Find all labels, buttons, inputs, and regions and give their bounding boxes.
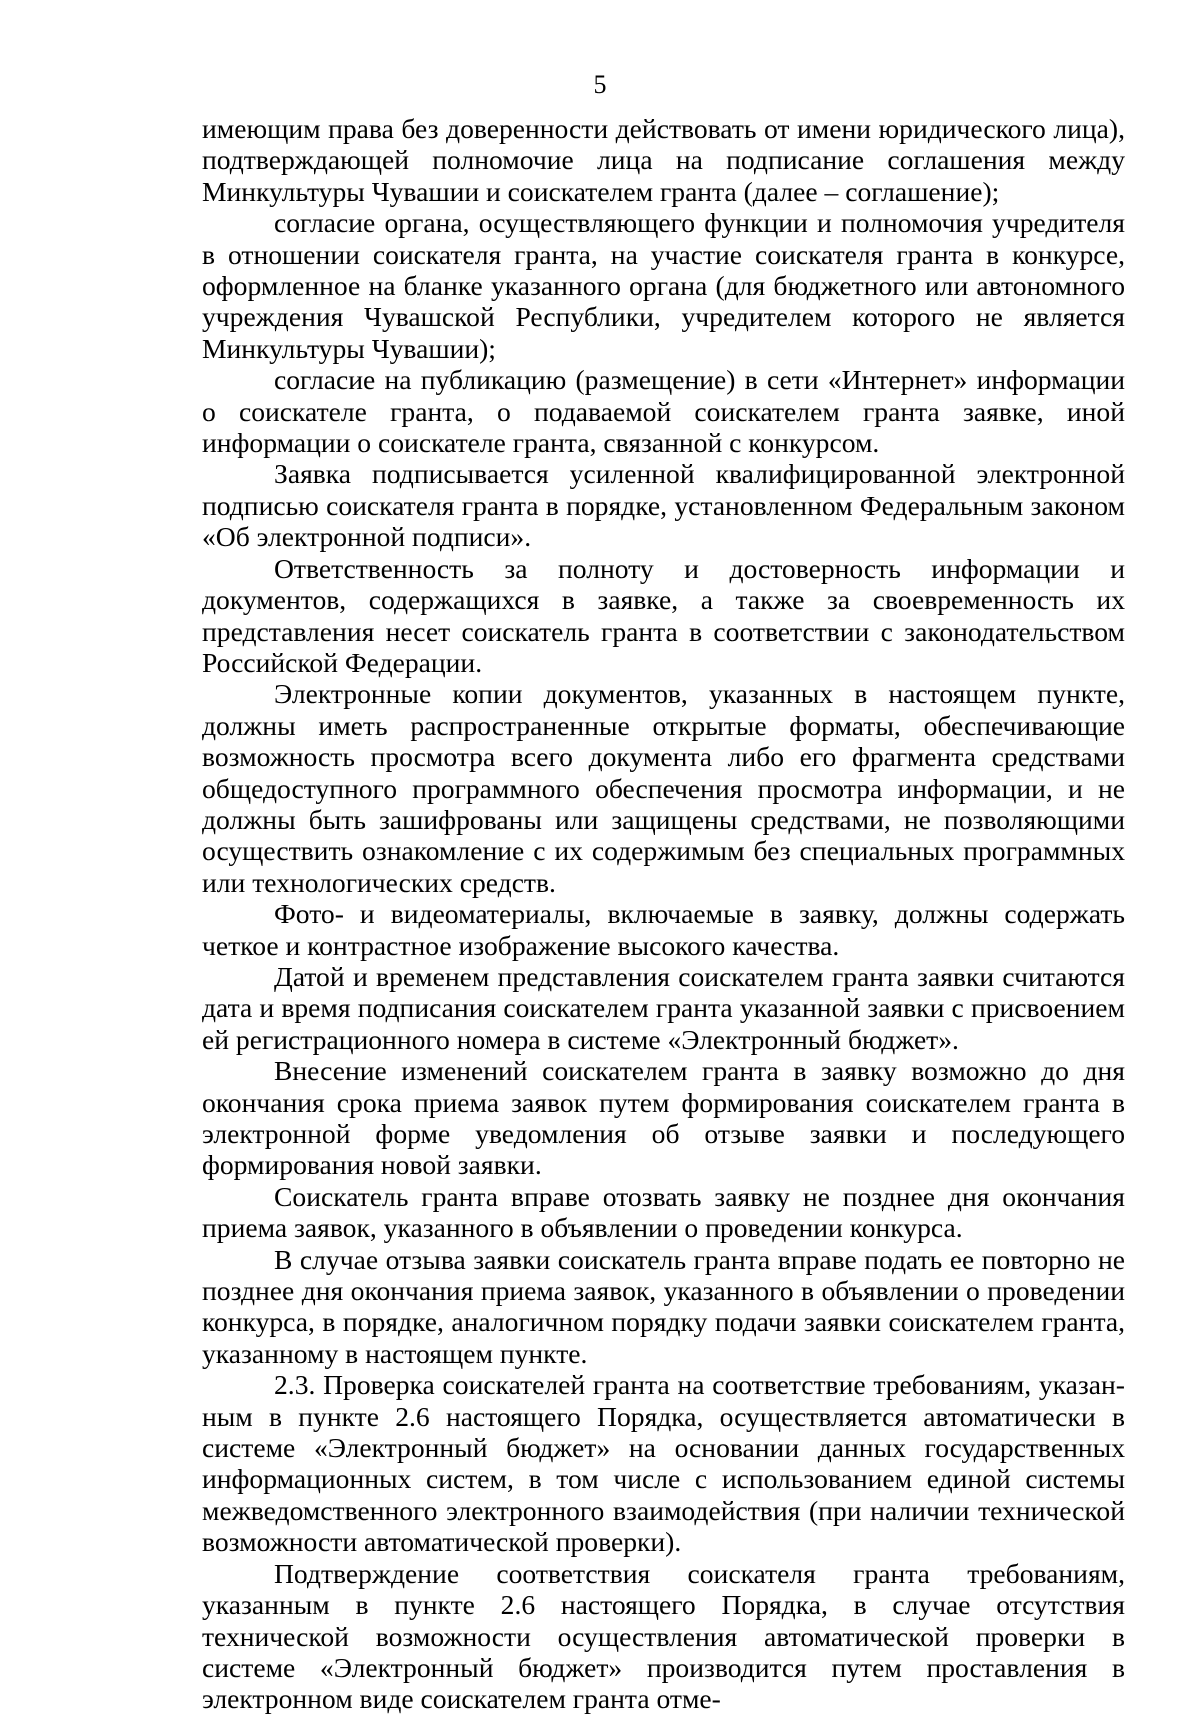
paragraph-4: Заявка подписывается усиленной квалифицированной электронной подписью соискателя гранта в порядке, установленном Федеральным законом «Об электронной подписи».: [202, 458, 1125, 553]
paragraph-13: Подтверждение соответствия соискателя гранта требованиям, указанным в пункте 2.6 настоящего Порядка, в случае отсутствия технической возможности осуществления автоматической проверки в системе «Электронный бюджет» производится путем проставления в электронном виде соискателем гранта отме-: [202, 1557, 1125, 1715]
paragraph-11: В случае отзыва заявки соискатель гранта вправе подать ее повторно не позднее дня окончания приема заявок, указанного в объявлении о проведении конкурса, в порядке, аналогичном порядку подачи заявки соискателем гранта, указанному в настоящем пункте.: [202, 1243, 1125, 1369]
paragraph-7: Фото- и видеоматериалы, включаемые в заявку, должны содержать четкое и контрастное изображение высокого качества.: [202, 898, 1125, 961]
paragraph-8: Датой и временем представления соискателем гранта заявки считаются дата и время подписания соискателем гранта указанной заявки с присвоением ей регистрационного номера в системе «Электронный бюджет».: [202, 960, 1125, 1055]
paragraph-6: Электронные копии документов, указанных в настоящем пункте, должны иметь распространенные открытые форматы, обеспечивающие возможность просмотра всего документа либо его фрагмента средствами общедоступного программного обеспечения просмотра информации, и не должны быть зашифрованы или защищены средствами, не позволяющими осуществить ознакомление с их содержимым без специальных программных или технологических средств.: [202, 678, 1125, 898]
paragraph-2: согласие органа, осуществляющего функции и полномочия учредителя в отношении соискателя гранта, на участие соискателя гранта в конкурсе, оформленное на бланке указанного органа (для бюджетного или автономного учреждения Чувашской Республики, учредителем которого не является Минкультуры Чувашии);: [202, 207, 1125, 364]
paragraph-5: Ответственность за полноту и достоверность информации и документов, содержащихся в заявке, а также за своевременность их представления несет соискатель гранта в соответствии с законодательством Российской Федерации.: [202, 552, 1125, 678]
paragraph-12: 2.3. Проверка соискателей гранта на соответствие требованиям, указанным в пункте 2.6 настоящего Порядка, осуществляется автоматически в системе «Электронный бюджет» на основании данных государственных информационных систем, в том числе с использованием единой системы межведомственного электронного взаимодействия (при наличии технической возможности автоматической проверки).: [202, 1369, 1125, 1558]
document-body: [202, 113, 1125, 1715]
paragraph-9: Внесение изменений соискателем гранта в заявку возможно до дня окончания срока приема заявок путем формирования соискателем гранта в электронной форме уведомления об отзыве заявки и последующего формирования новой заявки.: [202, 1055, 1125, 1181]
page-number: 5: [593, 70, 607, 99]
paragraph-1: имеющим права без доверенности действовать от имени юридического лица), подтверждающей полномочие лица на подписание соглашения между Минкультуры Чувашии и соискателем гранта (далее – соглашение);: [202, 113, 1125, 207]
paragraph-10: Соискатель гранта вправе отозвать заявку не позднее дня окончания приема заявок, указанного в объявлении о проведении конкурса.: [202, 1180, 1125, 1244]
paragraph-3: согласие на публикацию (размещение) в сети «Интернет» информации о соискателе гранта, о подаваемой соискателем гранта заявке, иной информации о соискателе гранта, связанной с конкурсом.: [202, 364, 1125, 459]
